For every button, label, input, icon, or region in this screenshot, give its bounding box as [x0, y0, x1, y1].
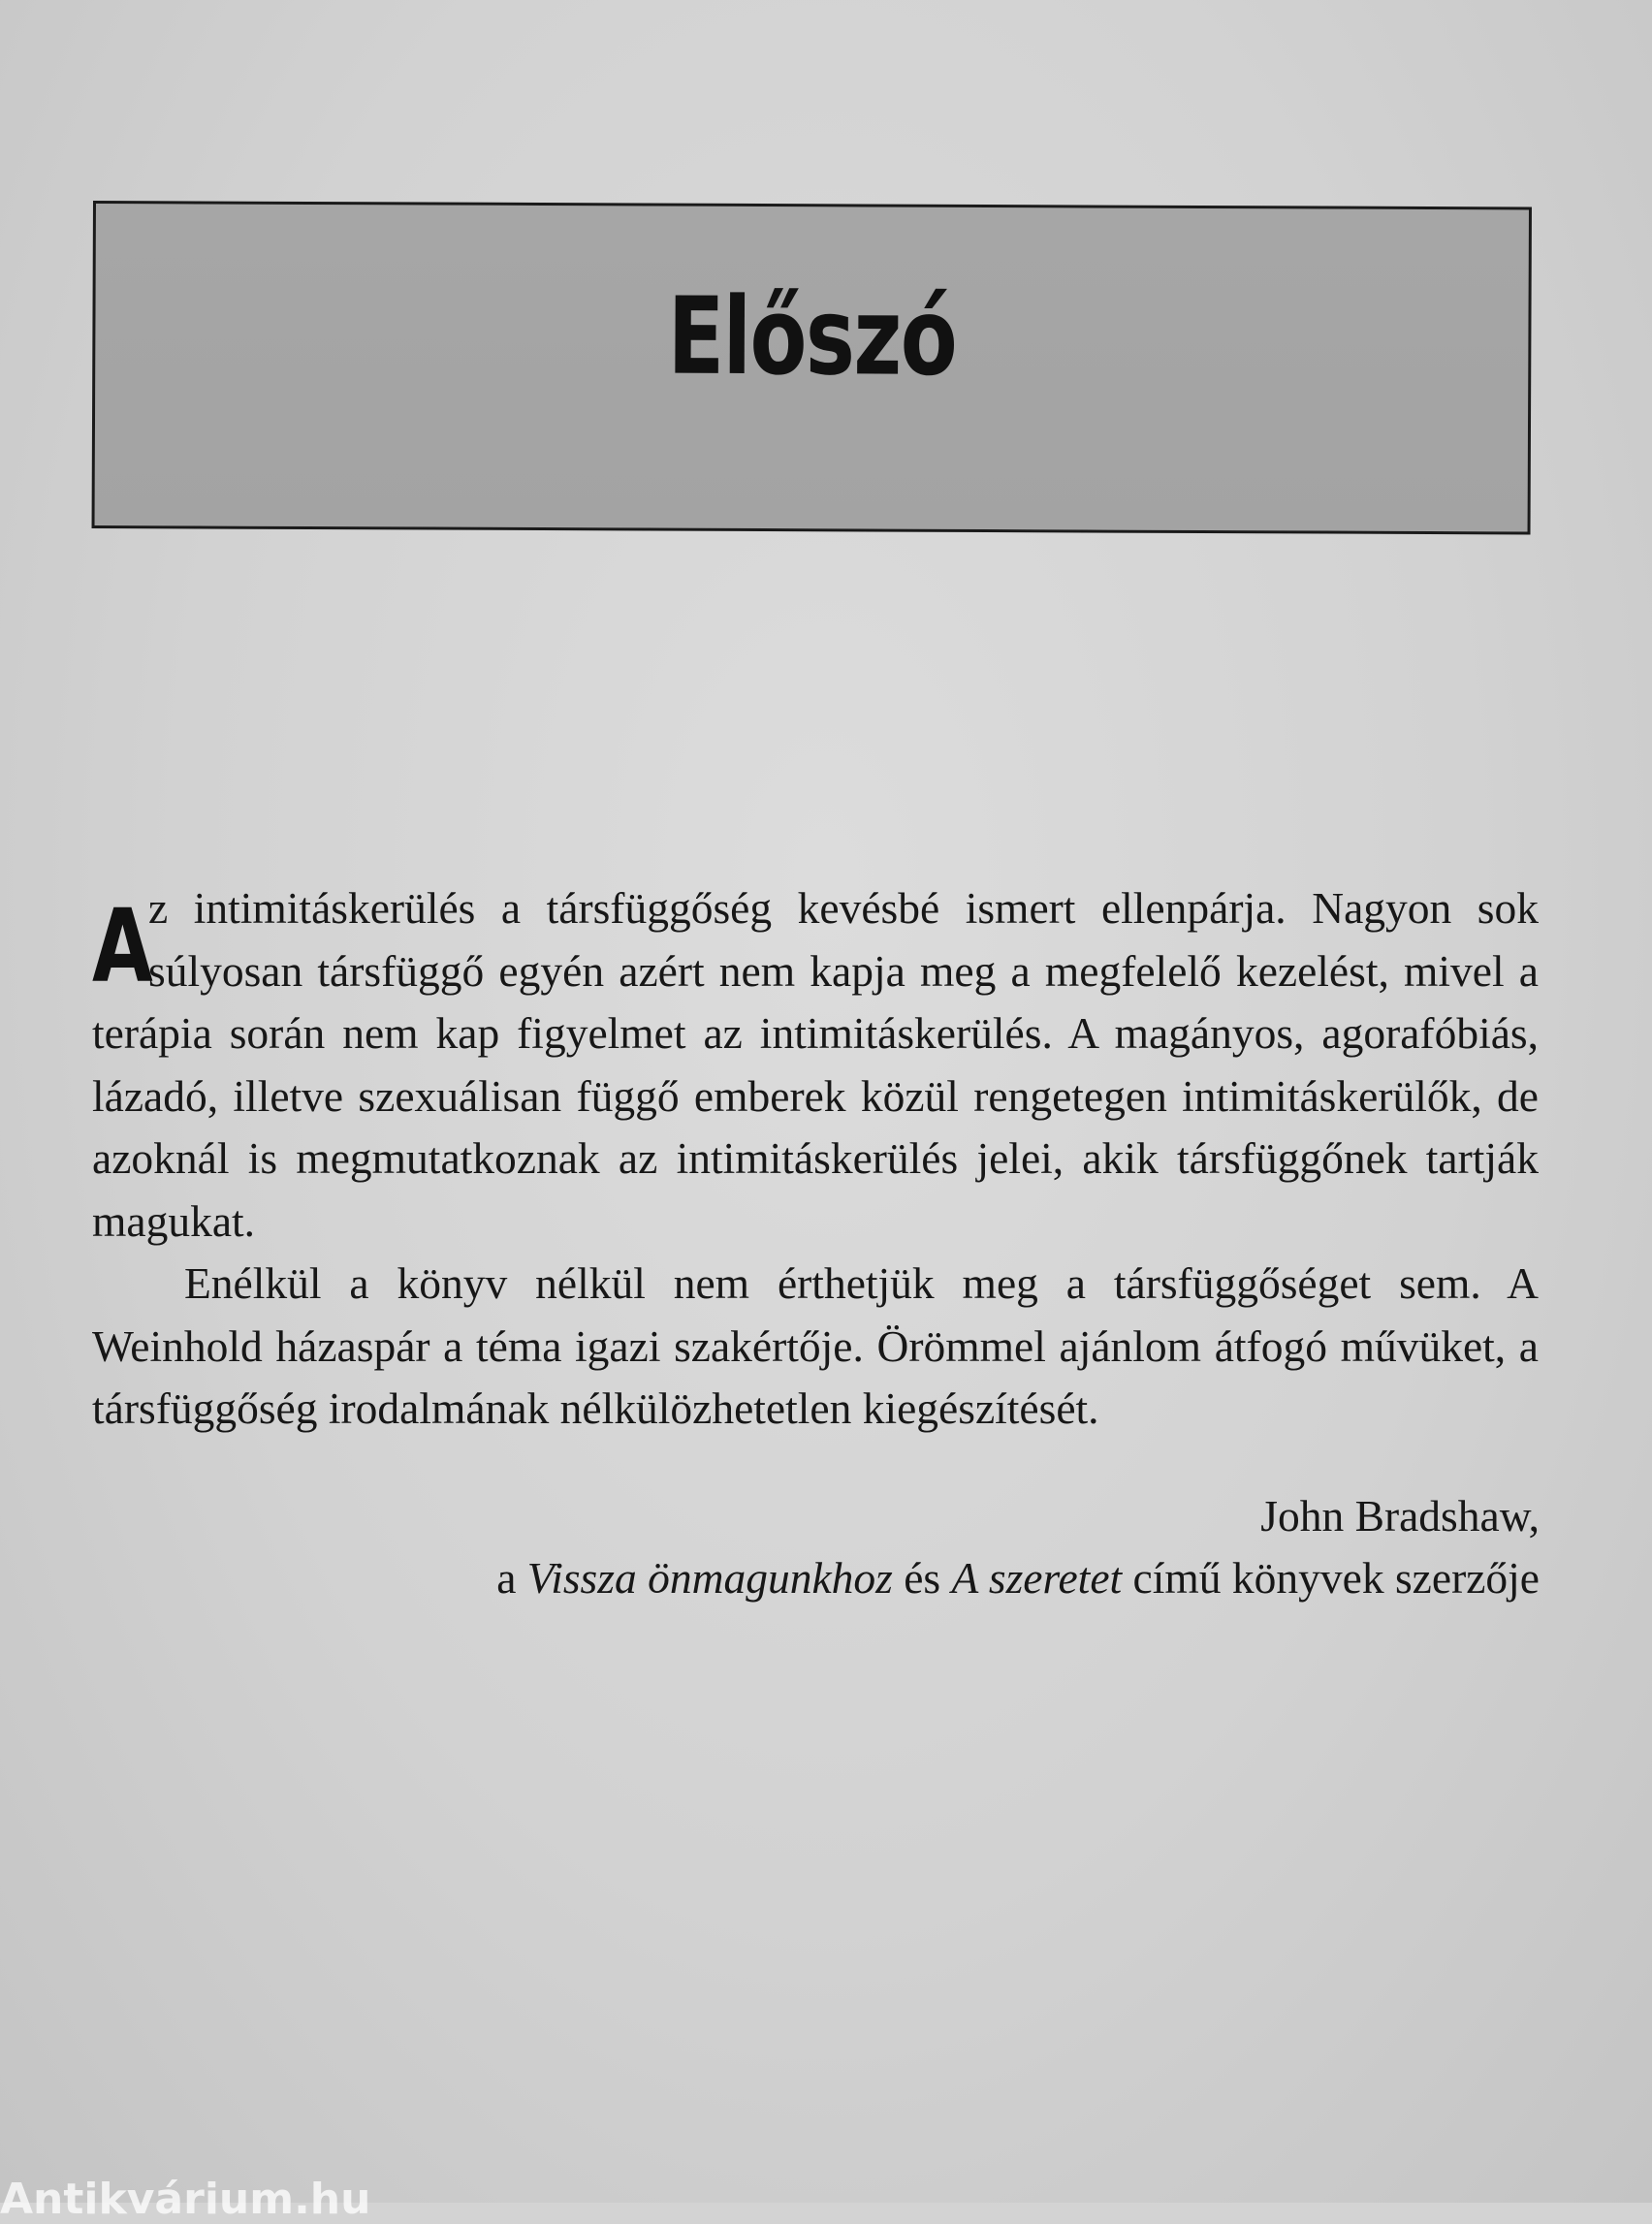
foreword-body [92, 877, 1539, 1441]
book-title-2: A szeretet [951, 1553, 1123, 1603]
signature-block [279, 1485, 1540, 1609]
author-name: John Bradshaw, [1260, 1491, 1540, 1541]
watermark: Antikvárium.hu [0, 2175, 371, 2224]
paragraph-2: Enélkül a könyv nélkül nem érthetjük meg a társfüggőséget sem. A Weinhold házaspár a téma igazi szakértője. Örömmel ajánlom átfogó művüket, a társfüggőség irodalmának nélkülözhetetlen kiegészítését. [92, 1258, 1539, 1433]
drop-cap: A [92, 887, 153, 1005]
paragraph-1-text: z intimitáskerülés a társfüggőség kevésbé ismert ellenpárja. Nagyon sok súlyosan társfüggő egyén azért nem kapja meg a megfelelő kezelést, mivel a terápia során nem kap figyelmet az intimitáskerülés. A magányos, agorafóbiás, lázadó, illetve szexuálisan függő emberek közül rengetegen intimitáskerülők, de azoknál is megmutatkoznak az intimitáskerülés jelei, akik társfüggőnek tartják magukat. [92, 883, 1539, 1246]
credit-prefix: a [496, 1553, 517, 1603]
paragraph-1 [92, 877, 1539, 1253]
chapter-title-box [92, 201, 1532, 534]
credit-suffix: című könyvek szerzője [1132, 1553, 1540, 1603]
author-credit [279, 1547, 1540, 1609]
book-title-1: Vissza önmagunkhoz [526, 1553, 893, 1603]
chapter-title: Előszó [667, 273, 957, 399]
credit-conjunction: és [904, 1553, 941, 1603]
